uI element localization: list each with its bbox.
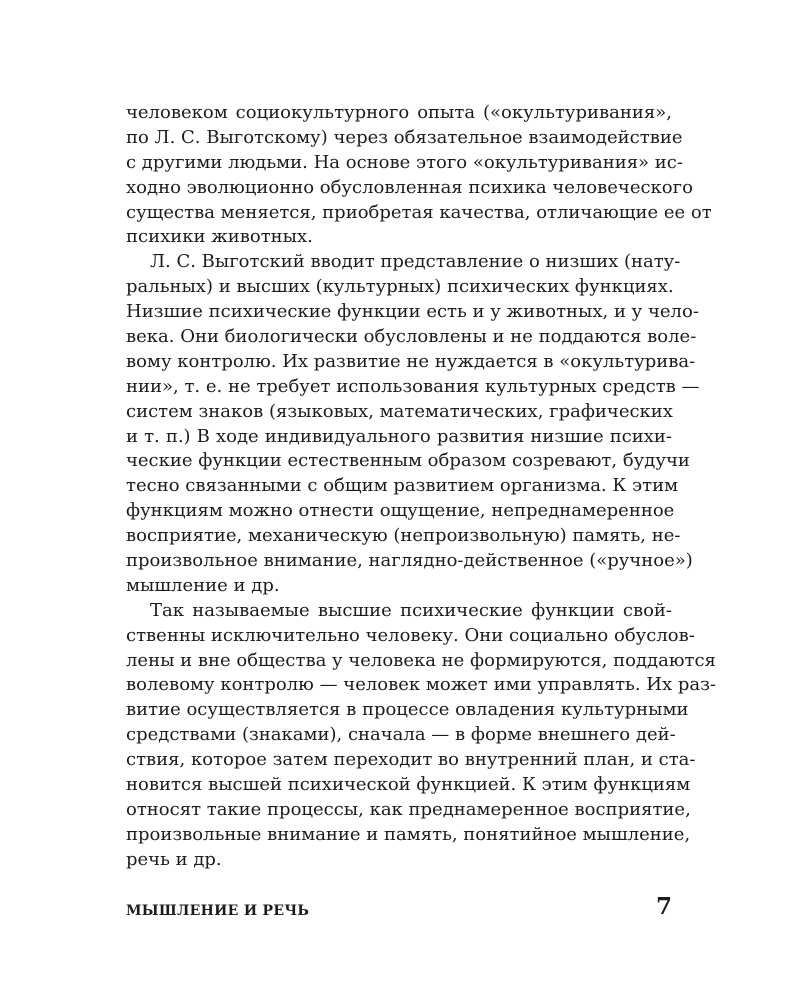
text-line: ственны исключительно человеку. Они социально обуслов- (126, 624, 695, 646)
paragraph-3 (126, 599, 717, 873)
text-line: ральных) и высших (культурных) психических функциях. (126, 276, 674, 298)
text-line: относят такие процессы, как преднамеренное восприятие, (126, 798, 691, 820)
text-line: нии», т. е. не требует использования культурных средств — (126, 375, 700, 397)
text-line: по Л. С. Выготскому) через обязательное взаимодействие (126, 126, 683, 148)
text-line: систем знаков (языковых, математических, графических (126, 400, 673, 422)
text-line: века. Они биологически обусловлены и не поддаются воле- (126, 326, 697, 348)
text-line: средствами (знаками), сначала — в форме внешнего дей- (126, 724, 676, 746)
text-line: волевому контролю — человек может ими управлять. Их раз- (126, 674, 717, 696)
text-line: речь и др. (126, 848, 222, 870)
paragraph-2 (126, 250, 700, 598)
text-line: с другими людьми. На основе этого «окультуривания» ис- (126, 151, 683, 173)
text-line: Л. С. Выготский вводит представление о низших (нату- (150, 251, 681, 273)
text-line: ствия, которое затем переходит во внутренний план, и ста- (126, 749, 696, 771)
text-line: ходно эволюционно обусловленная психика человеческого (126, 176, 693, 198)
text-line: Так называемые высшие психические функции свой- (150, 599, 672, 621)
text-line: витие осуществляется в процессе овладения культурными (126, 699, 689, 721)
text-line: Низшие психические функции есть и у животных, и у чело- (126, 301, 699, 323)
page-number: 7 (655, 893, 672, 920)
text-line: и т. п.) В ходе индивидуального развития низшие психи- (126, 425, 672, 447)
body-text (126, 101, 717, 873)
paragraph-1 (126, 101, 712, 250)
text-line: восприятие, механическую (непроизвольную) память, не- (126, 525, 681, 547)
text-line: человеком социокультурного опыта («окультуривания», (126, 102, 672, 123)
text-line: психики животных. (126, 226, 313, 248)
text-line: новится высшей психической функцией. К этим функциям (126, 774, 691, 796)
text-line: ческие функции естественным образом созревают, будучи (126, 450, 690, 472)
text-line: существа меняется, приобретая качества, отличающие ее от (126, 201, 712, 223)
text-line: тесно связанными с общим развитием организма. К этим (126, 475, 679, 497)
running-title: МЫШЛЕНИЕ И РЕЧЬ (126, 903, 310, 919)
text-line: мышление и др. (126, 574, 280, 596)
text-line: произвольное внимание, наглядно-действенное («ручное») (126, 550, 693, 572)
text-line: произвольные внимание и память, понятийное мышление, (126, 823, 691, 845)
text-line: лены и вне общества у человека не формируются, поддаются (126, 649, 716, 671)
text-line: функциям можно отнести ощущение, непреднамеренное (126, 500, 675, 522)
text-line: вому контролю. Их развитие не нуждается в «окультурива- (126, 350, 696, 372)
